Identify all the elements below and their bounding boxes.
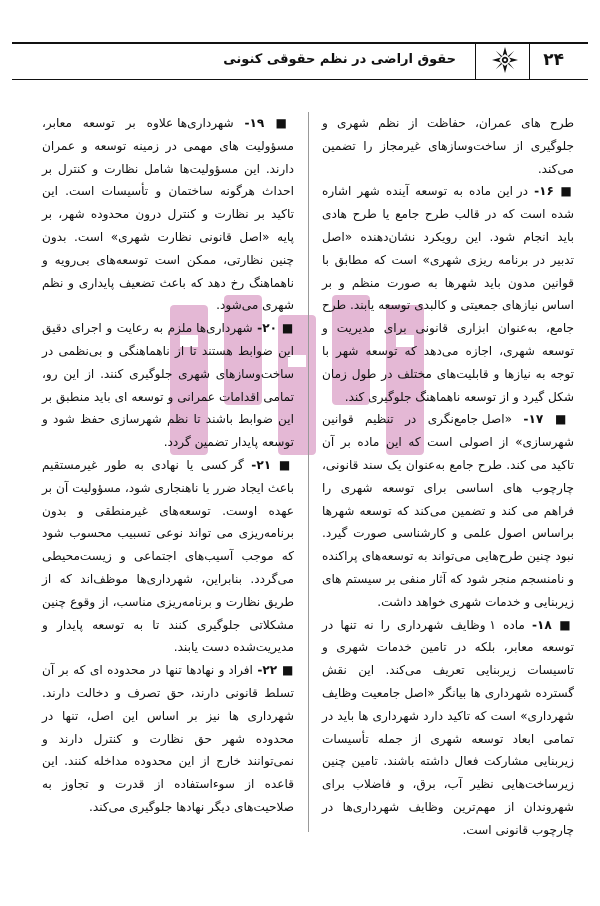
left-column	[42, 112, 294, 819]
page-number: ۲۴	[543, 50, 564, 70]
paragraph-number: ■ ۱۸-	[532, 617, 574, 632]
paragraph-number: ■ ۲۲-	[257, 663, 294, 678]
paragraph-17: ■ ۱۷- «اصل جامع‌نگری در تنظیم قوانین شهرسازی» از اصولی است که این ماده بر آن تاکید می کند. طرح جامع به‌عنوان یک سند قانونی، چارچوب های اساسی برای توسعه شهری را فراهم می کند و تضمین می‌کند که توسعه شهرها براساس اصول علمی و کارشناسی صورت گیرد. نبود چنین طرح‌هایی می‌تواند به توسعه‌های پراکنده و نامنسجم منجر شود که آثار منفی بر سیستم های زیربنایی و خدمات شهری خواهد داشت.	[322, 412, 574, 609]
paragraph-18: ■ ۱۸- ماده ۱ وظایف شهرداری را نه تنها در توسعه معابر، بلکه در تامین خدمات شهری و تاسیسات زیربنایی تعریف می‌کند. این نقش گسترده شهرداری ها بیانگر «اصل جامعیت وظایف شهرداری» است که تاکید دارد شهرداری ها باید در تمامی ابعاد توسعه شهری از جمله تأسیسات زیربنایی مشارکت فعال داشته باشند. تامین چنین زیرساخت‌هایی نظیر آب، برق، و فاضلاب برای شهروندان از مهم‌ترین وظایف شهرداری‌ها در چارچوب قانونی است.	[322, 617, 574, 837]
header-divider	[475, 42, 476, 80]
paragraph: طرح های عمران، حفاظت از نظم شهری و جلوگیری از ساخت‌وسازهای غیرمجاز را تضمین می‌کند.	[322, 116, 574, 176]
book-title: حقوق اراضی در نظم حقوقی کنونی	[223, 52, 456, 67]
header-bottom-rule	[12, 79, 588, 80]
paragraph-22: ■ ۲۲- افراد و نهادها تنها در محدوده ای که بر آن تسلط قانونی دارند، حق تصرف و دخالت دارند. شهرداری ها نیز بر اساس این اصل، تنها در محدوده شهر حق نظارت و کنترل دارند و نمی‌توانند خارج از این محدوده مداخله کنند. این قاعده از سوءاستفاده از قدرت و تجاوز به صلاحیت‌های دیگر نهادها جلوگیری می‌کند.	[42, 663, 294, 814]
paragraph-number: ■ ۱۶-	[534, 184, 574, 199]
paragraph-20: ■ ۲۰- شهرداری‌ها ملزم به رعایت و اجرای دقیق این ضوابط هستند تا از ناهماهنگی و بی‌نظمی در ساخت‌وسازهای شهری جلوگیری کنند. از این رو، تمامی اقدامات عمرانی و توسعه ای باید منطبق بر این ضوابط باشند تا نظم شهرسازی حفظ شود و توسعه پایدار تضمین گردد.	[42, 321, 294, 450]
paragraph-19: ■ ۱۹- شهرداری‌ها علاوه بر توسعه معابر، مسؤولیت های مهمی در زمینه توسعه و عمران دارند. این مسؤولیت‌ها شامل نظارت و کنترل بر احداث هرگونه ساختمان و تأسیسات است. این تاکید بر نظارت و کنترل درون محدوده شهر، بر پایه «اصل قانونی نظارت شهری» است. بدون چنین نظارتی، ممکن است توسعه‌های بی‌رویه و ناهماهنگ رخ دهد که باعث تضعیف پایداری و نظم شهری می‌شود.	[42, 116, 294, 313]
paragraph-number: ■ ۱۹-	[244, 116, 294, 130]
header-top-rule	[12, 42, 588, 44]
ornament-star-icon	[489, 46, 521, 76]
running-header	[12, 42, 588, 80]
header-divider	[529, 42, 530, 80]
paragraph-number: ■ ۱۷-	[523, 412, 574, 427]
paragraph-number: ■ ۲۱-	[251, 457, 294, 472]
paragraph-21: ■ ۲۱- گر کسی یا نهادی به طور غیرمستقیم باعث ایجاد ضرر یا ناهنجاری شود، مسؤولیت آن بر عهده اوست. توسعه‌های غیرمنطقی و بدون برنامه‌ریزی می تواند نوعی تسبیب محسوب شود که موجب آسیب‌های اجتماعی و زیست‌محیطی می‌گردد. بنابراین، شهرداری‌ها موظف‌اند که از طریق نظارت و برنامه‌ریزی مناسب، از وقوع چنین مشکلاتی جلوگیری کنند تا به توسعه پایدار و مدیریت‌شده دست یابند.	[42, 457, 294, 655]
paragraph-16: ■ ۱۶- در این ماده به توسعه آینده شهر اشاره شده است که در قالب طرح جامع یا طرح هادی باید انجام شود. این رویکرد نشان‌دهنده «اصل تدبیر در برنامه ریزی شهری» است که مطابق با قوانین مدون باید شهرها به صورت منظم و بر اساس نیازهای جمعیتی و کالبدی توسعه یابند. طرح جامع، به‌عنوان ابزاری قانونی برای مدیریت و توسعه شهری، اجازه می‌دهد که توسعه شهر با توجه به نیازها و قابلیت‌های مختلف در طول زمان شکل گیرد و از توسعه ناهماهنگ جلوگیری کند.	[322, 184, 574, 404]
right-column	[322, 112, 574, 842]
column-separator	[308, 112, 309, 832]
paragraph-number: ■ ۲۰-	[257, 321, 294, 336]
